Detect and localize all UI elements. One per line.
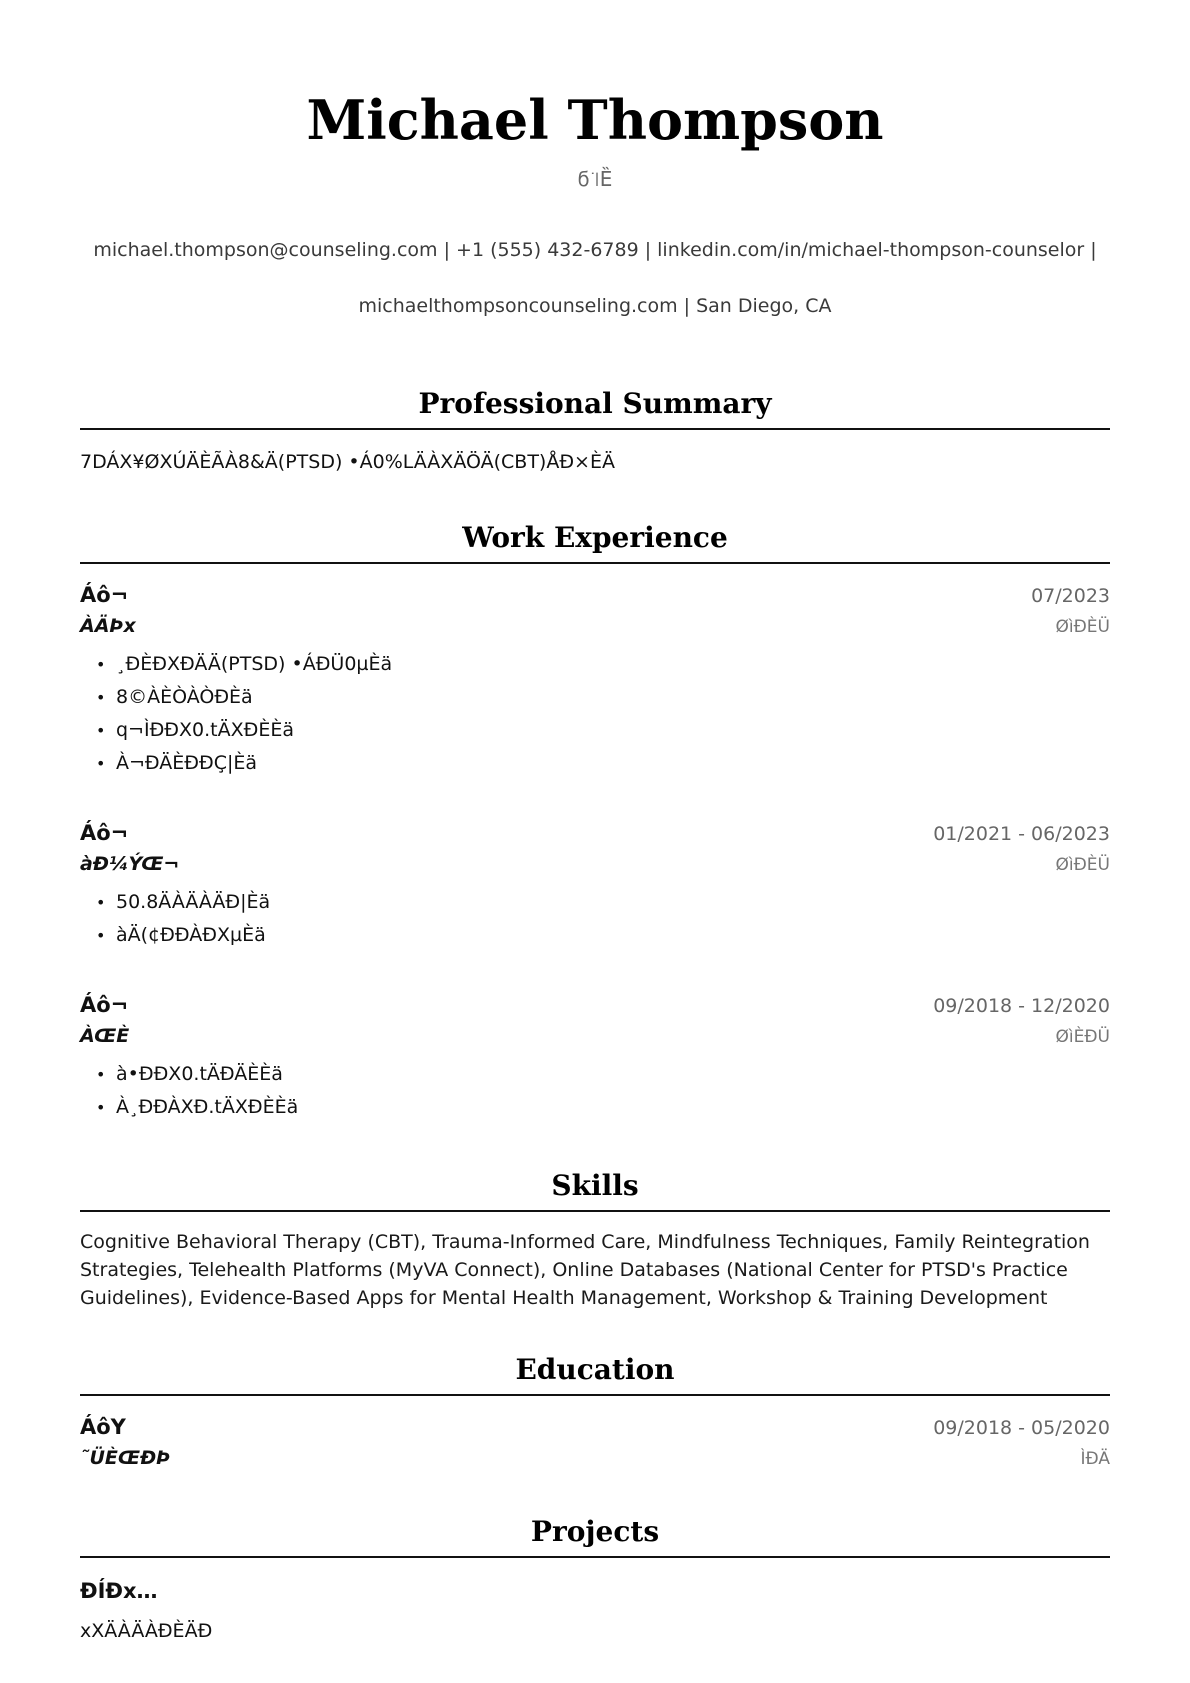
section-title-summary: Professional Summary <box>80 386 1110 430</box>
education-date: 09/2018 - 05/2020 <box>933 1417 1110 1439</box>
project-description: xXÄÀÄÀÐÈÄÐ <box>80 1620 213 1642</box>
bullet-item: • àÄ(¢ÐÐÀÐXµÈä <box>116 919 1110 952</box>
work-section <box>80 520 1110 1124</box>
job-bullets <box>80 648 1110 780</box>
section-title-projects: Projects <box>80 1514 1110 1558</box>
education-section <box>80 1352 1110 1474</box>
job-date: 09/2018 - 12/2020 <box>933 995 1110 1017</box>
project-title: ÐÍÐx… <box>80 1579 158 1603</box>
education-location: ÌÐÄ <box>1080 1449 1110 1469</box>
contact-line-1: michael.thompson@counseling.com | +1 (555) 432-6789 | linkedin.com/in/michael-thompson-counselor | <box>93 239 1097 261</box>
degree-title: ÁôY <box>80 1415 126 1439</box>
project-entry <box>80 1576 1110 1646</box>
section-title-education: Education <box>80 1352 1110 1396</box>
bullet-item: • 50.8ÄÀÄÀÄÐ|Èä <box>116 886 1110 919</box>
section-title-work: Work Experience <box>80 520 1110 564</box>
employer: ÀÄÞx <box>80 615 136 637</box>
job-bullets <box>80 1058 1110 1124</box>
job-title: Áô¬ <box>80 993 129 1017</box>
bullet-item: • À¸ÐÐÀXÐ.tÄXÐÈÈä <box>116 1091 1110 1124</box>
bullet-item: • ¸ÐÈÐXÐÄÄ(PTSD) •ÁÐÜ0µÈä <box>116 648 1110 681</box>
job-location: ØìÈÐÜ <box>1055 1027 1110 1047</box>
employer: ÀŒÈ <box>80 1025 130 1047</box>
projects-section <box>80 1514 1110 1646</box>
job-title: Áô¬ <box>80 583 129 607</box>
work-entry <box>80 990 1110 1124</box>
job-location: ØìÐÈÜ <box>1055 855 1110 875</box>
work-entry <box>80 818 1110 952</box>
education-entry <box>80 1412 1110 1474</box>
employer: àÐ¼ÝŒ¬ <box>80 853 180 875</box>
section-title-skills: Skills <box>80 1168 1110 1212</box>
bullet-item: • à•ÐÐX0.tÄÐÄÈÈä <box>116 1058 1110 1091</box>
bullet-item: • À¬ÐÄÈÐÐÇ|Èä <box>116 747 1110 780</box>
resume-page <box>80 0 1110 1646</box>
job-date: 01/2021 - 06/2023 <box>933 823 1110 845</box>
job-title: Áô¬ <box>80 821 129 845</box>
contact-line-2: michaelthompsoncounseling.com | San Diego, CA <box>358 295 832 317</box>
summary-text: 7DÁX¥ØXÚÄÈÃÀ8&Ä(PTSD) •Á0%LÄÀXÄÖÄ(CBT)ÅÐ×ÈÄ <box>80 451 615 473</box>
work-entry <box>80 580 1110 780</box>
bullet-item: • 8©ÀÈÒÀÒÐÈä <box>116 681 1110 714</box>
job-date: 07/2023 <box>1031 585 1110 607</box>
skills-text: Cognitive Behavioral Therapy (CBT), Trauma-Informed Care, Mindfulness Techniques, Family Reintegration Strategies, Telehealth Platforms (MyVA Connect), Online Databases (National Center for PTSD's Practice Guidelines), Evidence-Based Apps for Mental Health Management, Workshop & Training Development <box>80 1231 1090 1309</box>
skills-section <box>80 1168 1110 1312</box>
bullet-item: • q¬ÌÐÐX0.tÄXÐÈÈä <box>116 714 1110 747</box>
job-location: ØìÐÈÜ <box>1055 617 1110 637</box>
candidate-name: Michael Thompson <box>306 88 884 152</box>
contact-info <box>80 208 1110 348</box>
institution: ˜ÜÈŒÐÞ <box>80 1447 171 1469</box>
job-bullets <box>80 886 1110 952</box>
headline: ϭ꜈Ȅ <box>577 167 613 191</box>
summary-section <box>80 386 1110 476</box>
